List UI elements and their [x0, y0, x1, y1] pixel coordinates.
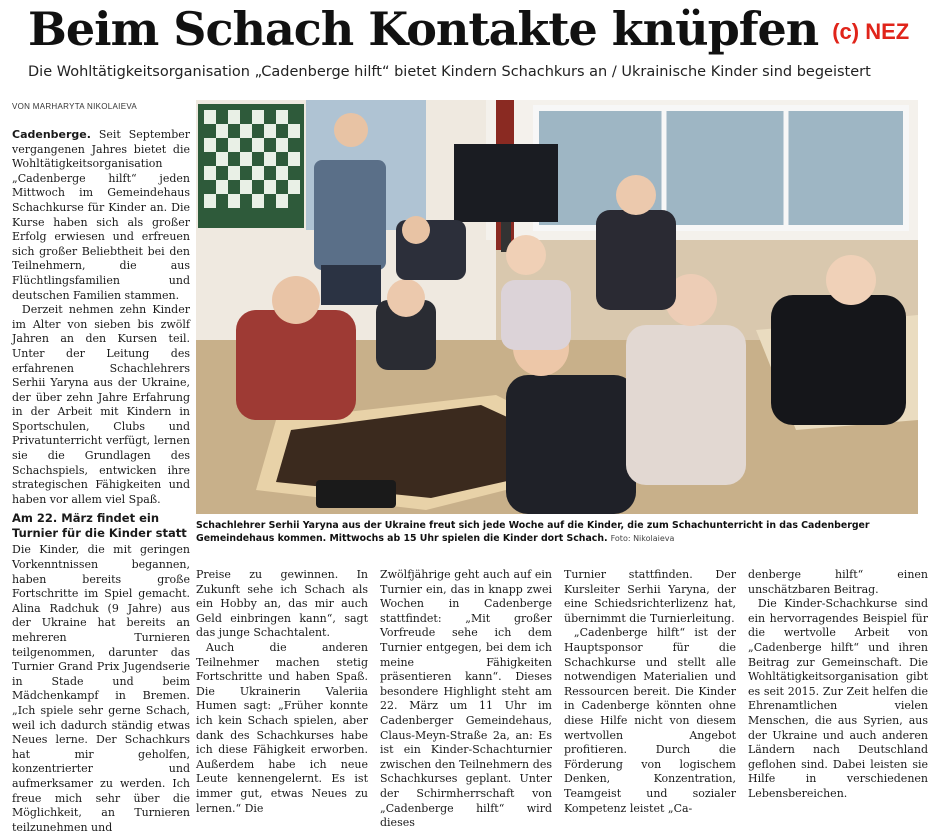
lead-paragraph [12, 128, 190, 303]
paragraph-contribution: denberge hilft“ einen unschätzbaren Beitrag. [748, 568, 928, 596]
text-column-4 [564, 568, 736, 815]
copyright-mark: (c) NEZ [832, 19, 910, 44]
photo-caption [196, 519, 918, 545]
paragraph-hobby: Preise zu gewinnen. In Zukunft sehe ich Schach als ein Hobby an, das mir auch Geld einbringen kann“, sagt das junge Schachtalent. [196, 568, 368, 640]
paragraph-tournament: Zwölfjährige geht auch auf ein Turnier ein, das in knapp zwei Wochen in Cadenberge stattfindet: „Mit großer Vorfreude sehe ich dem Turnier entgegen, bei dem ich meine Fähigkeiten präsentieren kann“. Dieses besondere Highlight steht am 22. März um 11 Uhr im Cadenberger Gemeindehaus, Claus-Meyn-Straße 2a, an: Es ist ein Kinder-Schachturnier zwischen den Teilnehmern des Schachkurses geplant. Unter der Schirmherrschaft von „Cadenberge hilft“ wird dieses [380, 568, 552, 830]
paragraph-referee: Turnier stattfinden. Der Kursleiter Serhii Yaryna, der eine Schiedsrichterlizenz hat, übernimmt die Turnierleitung. [564, 568, 736, 625]
chess-class-photo [196, 100, 918, 514]
paragraph-others: Auch die anderen Teilnehmer machen stetig Fortschritte und haben Spaß. Die Ukrainerin Valeriia Humen sagt: „Früher konnte ich kein Schach spielen, aber dank des Schachkurses habe ich diese Fähigkeit erworben. Außerdem habe ich neue Leute kennengelernt. Es ist immer gut, etwas Neues zu lernen.“ Die [196, 640, 368, 815]
photo-credit: Foto: Nikolaieva [610, 534, 675, 543]
paragraph-organisation: Die Kinder-Schachkurse sind ein hervorragendes Beispiel für die wertvolle Arbeit von „Cadenberge hilft“ und ihren Beitrag zur Gemeinschaft. Die Wohltätigkeitsorganisation gibt es seit 2015. Zur Zeit helfen die Ehrenamtlichen vielen Menschen, die aus Syrien, aus der Ukraine und auch anderen Ländern nach Deutschland geflohen sind. Dabei leisten sie Hilfe in verschiedenen Lebensbereichen. [748, 597, 928, 800]
byline: VON MARHARYTA NIKOLAIEVA [12, 102, 138, 111]
text-column-2 [196, 568, 368, 815]
text-column-3 [380, 568, 552, 830]
section-subhead: Am 22. März findet ein Turnier für die Kinder statt [12, 511, 187, 541]
article-photo [196, 100, 918, 514]
lead-text: Seit September vergangenen Jahres bietet die Wohltätigkeitsorganisation „Cadenberge hilft“ jeden Mittwoch im Gemeindehaus Schachkurse für Kinder an. Die Kurse haben sich als großer Erfolg erwiesen und erfreuen sich großer Beliebtheit bei den Teilnehmern, die aus Flüchtlingsfamilien und deutschen Familien stammen. [12, 128, 190, 302]
text-column-1 [12, 128, 190, 834]
caption-text: Schachlehrer Serhii Yaryna aus der Ukraine freut sich jede Woche auf die Kinder, die zum Schachunterricht in das Cadenberger Gemeindehaus kommen. Mittwochs ab 15 Uhr spielen die Kinder dort Schach. [196, 520, 870, 544]
paragraph-sponsor: „Cadenberge hilft“ ist der Hauptsponsor für die Schachkurse und stellt alle notwendigen Materialien und Ressourcen bereit. Die Kinder in Cadenberge könnten ohne diese Hilfe nicht von diesem wertvollen Angebot profitieren. Durch die Förderung von logischem Denken, Konzentration, Teamgeist und sozialer Kompetenz leistet „Ca- [564, 626, 736, 815]
dateline: Cadenberge. [12, 128, 91, 141]
paragraph-course-details: Derzeit nehmen zehn Kinder im Alter von sieben bis zwölf Jahren an den Kursen teil. Unter der Leitung des erfahrenen Schachlehrers Serhii Yaryna aus der Ukraine, der über zehn Jahre Erfahrung in der Arbeit mit Kindern in Sportschulen, Clubs und Privatunterricht verfügt, lernen sie die Grundlagen des Schachspiels, entwicken ihre strategischen Fähigkeiten und haben vor allem viel Spaß. [12, 303, 190, 506]
paragraph-progress: Die Kinder, die mit geringen Vorkenntnissen begannen, haben bereits große Fortschritte im Spiel gemacht. Alina Radchuk (9 Jahre) aus der Ukraine hat bereits an mehreren Turnieren teilgenommen, darunter das Turnier Grand Prix Jugendserie in Stade und beim Mädchenkampf in Bremen. „Ich spiele sehr gerne Schach, weil ich dadurch ständig etwas Neues lerne. Der Schachkurs hat mir geholfen, konzentrierter und aufmerksamer zu werden. Ich freue mich sehr über die Möglichkeit, an Turnieren teilzunehmen und [12, 543, 190, 834]
text-column-5 [748, 568, 928, 800]
article-subtitle: Die Wohltätigkeitsorganisation „Cadenberge hilft“ bietet Kindern Schachkurs an / Ukrainische Kinder sind begeistert [28, 64, 871, 80]
article-headline [28, 2, 928, 62]
headline-title: Beim Schach Kontakte knüpfen [28, 2, 819, 56]
